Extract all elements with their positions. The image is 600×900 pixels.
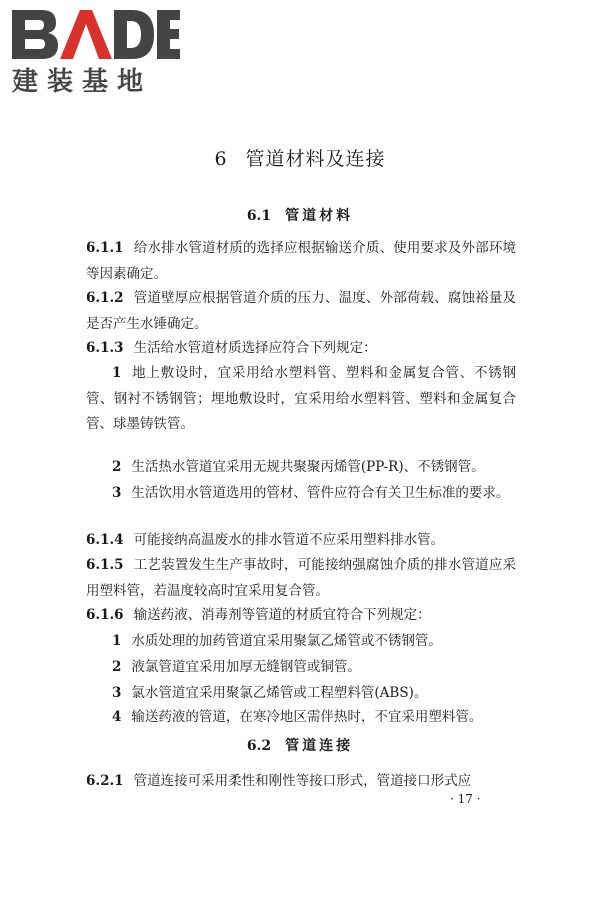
clause-number: 6.1.3 <box>86 340 124 356</box>
list-item <box>86 361 516 438</box>
item-number: 1 <box>112 365 122 381</box>
clause-number: 6.1.2 <box>86 290 124 306</box>
clause-text: 工艺装置发生生产事故时，可能接纳强腐蚀介质的排水管道应采用塑料管，若温度较高时宜采用复合管。 <box>86 557 516 599</box>
item-number: 2 <box>112 659 122 675</box>
item-text: 氯水管道宜采用聚氯乙烯管或工程塑料管(ABS)。 <box>131 685 428 701</box>
item-text: 输送药液的管道，在寒冷地区需伴热时，不宜采用塑料管。 <box>131 709 483 725</box>
item-text: 生活饮用水管道选用的管材、管件应符合有关卫生标准的要求。 <box>131 485 510 501</box>
item-number: 3 <box>112 485 122 501</box>
item-number: 3 <box>112 685 122 701</box>
item-text: 地上敷设时，宜采用给水塑料管、塑料和金属复合管、不锈钢管、钢衬不锈钢管；埋地敷设时，宜采用给水塑料管、塑料和金属复合管、球墨铸铁管。 <box>86 365 516 432</box>
item-text: 生活热水管道宜采用无规共聚聚丙烯管(PP-R)、不锈钢管。 <box>131 459 485 475</box>
list-item <box>86 481 516 507</box>
clause-6-1-6 <box>86 603 516 629</box>
chapter-title-text: 管道材料及连接 <box>245 148 386 170</box>
clause-number: 6.1.4 <box>86 532 124 548</box>
clause-6-1-3 <box>86 336 516 362</box>
list-item <box>86 705 516 731</box>
svg-text:建装基地: 建装基地 <box>12 67 153 94</box>
clause-text: 给水排水管道材质的选择应根据输送介质、使用要求及外部环境等因素确定。 <box>86 240 516 282</box>
page-number: · 17 · <box>450 792 481 806</box>
section-number: 6.2 <box>246 738 272 754</box>
clause-text: 管道壁厚应根据管道介质的压力、温度、外部荷载、腐蚀裕量及是否产生水锤确定。 <box>86 290 516 332</box>
list-item <box>86 681 516 707</box>
section-title-6-1 <box>0 205 600 225</box>
list-item <box>86 655 516 681</box>
item-text: 水质处理的加药管道宜采用聚氯乙烯管或不锈钢管。 <box>131 633 442 649</box>
clause-number: 6.2.1 <box>86 773 124 789</box>
chapter-number: 6 <box>214 148 228 170</box>
clause-number: 6.1.6 <box>86 607 124 623</box>
section-title-text: 管道材料 <box>285 208 354 224</box>
clause-number: 6.1.1 <box>86 240 124 256</box>
item-number: 4 <box>112 709 122 725</box>
section-title-6-2 <box>0 735 600 755</box>
item-number: 2 <box>112 459 122 475</box>
clause-6-2-1 <box>86 769 516 795</box>
clause-6-1-1 <box>86 236 516 287</box>
list-item <box>86 455 516 481</box>
clause-text: 可能接纳高温废水的排水管道不应采用塑料排水管。 <box>133 532 445 548</box>
clause-6-1-5 <box>86 553 516 604</box>
clause-number: 6.1.5 <box>86 557 124 573</box>
list-item <box>86 629 516 655</box>
clause-text: 管道连接可采用柔性和刚性等接口形式，管道接口形式应 <box>133 773 472 789</box>
item-text: 液氯管道宜采用加厚无缝钢管或铜管。 <box>131 659 361 675</box>
section-number: 6.1 <box>246 208 272 224</box>
clause-text: 输送药液、消毒剂等管道的材质宜符合下列规定： <box>133 607 431 623</box>
bade-logo <box>8 4 183 94</box>
chapter-title <box>0 144 600 171</box>
clause-6-1-4 <box>86 528 516 554</box>
item-number: 1 <box>112 633 122 649</box>
section-title-text: 管道连接 <box>285 738 354 754</box>
clause-text: 生活给水管道材质选择应符合下列规定： <box>133 340 377 356</box>
clause-6-1-2 <box>86 286 516 337</box>
